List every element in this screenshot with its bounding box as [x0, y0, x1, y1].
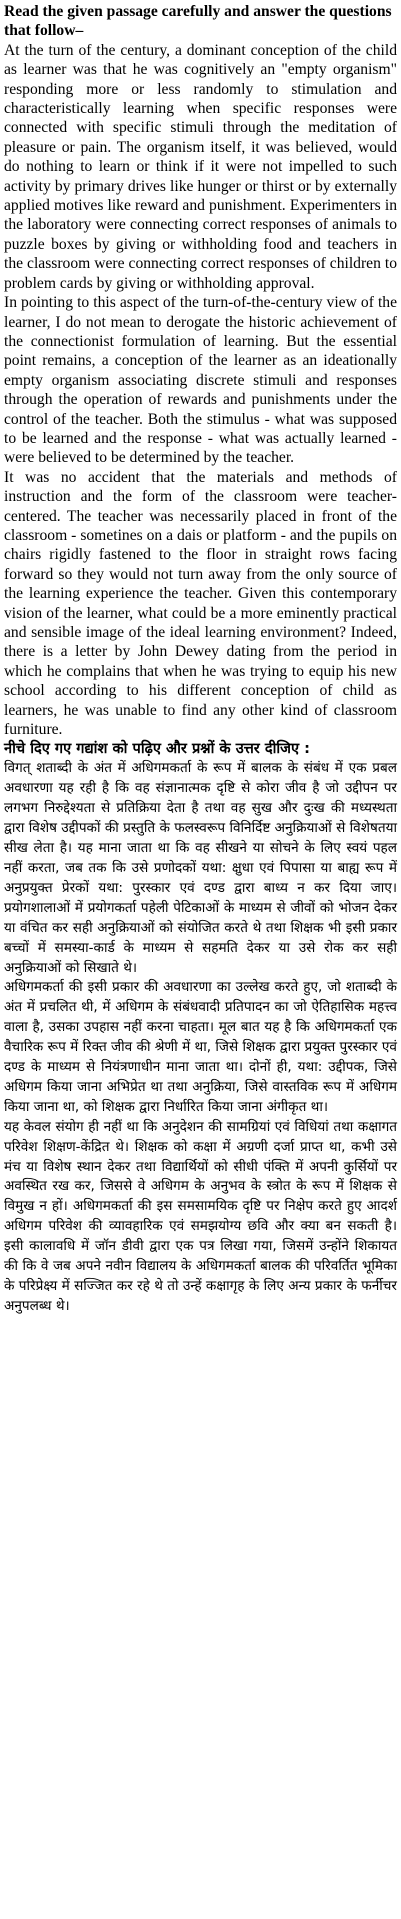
hindi-paragraph-1: विगत् शताब्दी के अंत में अधिगमकर्ता के रूप में बालक के संबंध में एक प्रबल अवधारणा यह रही है कि वह संज्ञानात्मक दृष्टि से कोरा जीव है जो उद्दीपन पर लगभग निरुद्देश्यता से प्रतिक्रिया देता है तथा वह सुख और दुःख की मध्यस्थता द्वारा विशेष उद्दीपकों की प्रस्तुति के फलस्वरूप विनिर्दिष्ट अनुक्रियाओं से विशेषतया सीख लेता है। यह माना जाता था कि वह सीखने या सोचने के लिए स्वयं पहल नहीं करता, जब तक कि उसे प्रणोदकों यथा: क्षुधा एवं पिपासा या बाह्य रूप में अनुप्रयुक्त प्रेरकों यथा: पुरस्कार एवं दण्ड द्वारा बाध्य न कर दिया जाए। प्रयोगशालाओं में प्रयोगकर्ता पहेली पेटिकाओं के माध्यम से जीवों को भोजन देकर या वंचित कर सही अनुक्रियाओं को संयोजित करते थे तथा शिक्षक भी इसी प्रकार बच्चों में समस्या-कार्ड के माध्यम से सहमति देकर या उसे रोक कर सही अनुक्रियाओं को सिखाते थे।: [4, 760, 397, 976]
english-paragraph-3: It was no accident that the materials and methods of instruction and the form of the classroom were teacher-centered. The teacher was necessarily placed in front of the classroom - sometines on a dais or platform - and the pupils on chairs rigidly fastened to the floor in straight rows facing forward so they would not turn away from the only source of the learning experience the teacher. Given this contemporary vision of the learner, what could be a more eminently practical and sensible image of the ideal learning environment? Indeed, there is a letter by John Dewey dating from the period in which he complains that when he was trying to equip his new school according to his different conception of child as learners, he was unable to find any other kind of classroom furniture.: [4, 468, 397, 739]
hindi-paragraph-2: अधिगमकर्ता की इसी प्रकार की अवधारणा का उल्लेख करते हुए, जो शताब्दी के अंत में प्रचलित थी, में अधिगम के संबंधवादी प्रतिपादन का जो ऐतिहासिक महत्त्व वाला है, उसका उपहास नहीं करना चाहता। मूल बात यह है कि अधिगमकर्ता एक वैचारिक रूप में रिक्त जीव की श्रेणी में था, जिसे शिक्षक द्वारा प्रयुक्त पुरस्कार एवं दण्ड के माध्यम से नियंत्रणाधीन माना जाता था। दोनों ही, यथा: उद्दीपक, जिसे अधिगम किया जाना अभिप्रेत था तथा अनुक्रिया, जिसे वास्तविक रूप में अधिगम किया जाना था, को शिक्षक द्वारा निर्धारित किया जाना अंगीकृत था।: [4, 979, 397, 1115]
english-heading: Read the given passage carefully and answer the questions that follow–: [4, 3, 392, 40]
hindi-heading: नीचे दिए गए गद्यांश को पढ़िए और प्रश्नों के उत्तर दीजिए :: [4, 740, 310, 758]
english-paragraph-2: In pointing to this aspect of the turn-of-the-century view of the learner, I do not mean to derogate the historic achievement of the connectionist formulation of learning. But the essential point remains, a conception of the learner as an ideationally empty organism associating discrete stimuli and responses through the operation of rewards and punishments under the control of the teacher. Both the stimulus - what was supposed to be learned and the response - what was actually learned - were believed to be determined by the teacher.: [4, 294, 397, 467]
english-paragraph-1: At the turn of the century, a dominant conception of the child as learner was that he was cognitively an "empty organism" responding more or less randomly to stimulation and characteristically learning when specific responses were connected with specific stimuli through the meditation of pleasure or pain. The organism itself, it was believed, would do nothing to learn or think if it were not impelled to such activity by primary drives like hunger or thirst or by externally applied motives like reward and punishment. Experimenters in the laboratory were connecting correct responses of animals to puzzle boxes by giving or withholding food and teachers in the classroom were connecting correct responses of children to problem cards by giving or withholding approval.: [4, 41, 397, 292]
hindi-paragraph-3: यह केवल संयोग ही नहीं था कि अनुदेशन की सामग्रियां एवं विधियां तथा कक्षागत परिवेश शिक्षण-केंद्रित थे। शिक्षक को कक्षा में अग्रणी दर्जा प्राप्त था, कभी उसे मंच या विशेष स्थान देकर तथा विद्यार्थियों को सीधी पंक्ति में अपनी कुर्सियों पर अवस्थित रख कर, जिससे वे अधिगम के अनुभव के स्त्रोत के रूप में शिक्षक से विमुख न हों। अधिगमकर्ता की इस समसामयिक दृष्टि पर निक्षेप करते हुए आदर्श अधिगम परिवेश की व्यावहारिक एवं समझयोग्य छवि और क्या बन सकती है। इसी कालावधि में जॉन डीवी द्वारा एक पत्र लिखा गया, जिसमें उन्होंने शिकायत की कि वे जब अपने नवीन विद्यालय के अधिगमकर्ता बालक की परिवर्तित भूमिका के परिप्रेक्ष्य में सज्जित कर रहे थे तो उन्हें कक्षागृह के लिए अन्य प्रकार के फर्नीचर अनुपलब्ध थे।: [4, 1118, 398, 1314]
